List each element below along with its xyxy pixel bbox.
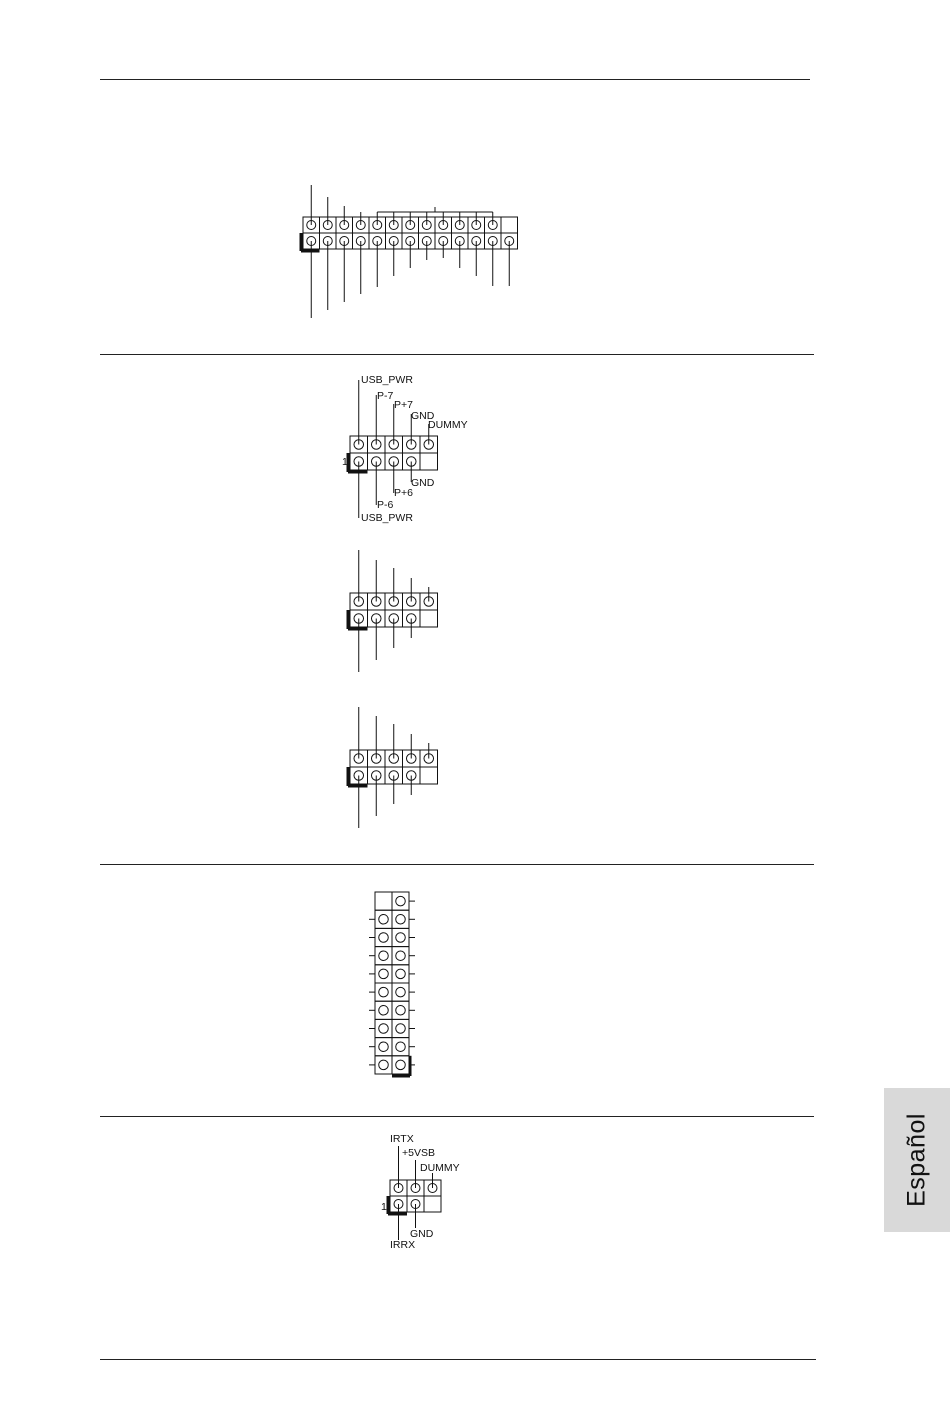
usb-bottom-label-4: USB_PWR <box>361 512 413 524</box>
ir-header-labels <box>381 1133 460 1251</box>
language-side-tab <box>884 1088 950 1232</box>
ir-top-label-3: DUMMY <box>420 1162 460 1174</box>
usb-bottom-label-3: P-6 <box>377 499 394 511</box>
ir-top-label-2: +5VSB <box>402 1147 435 1159</box>
usb-top-label-5: DUMMY <box>428 419 468 431</box>
usb-top-label-3: P+7 <box>394 399 413 411</box>
usb-pin1-label: 1 <box>342 456 348 468</box>
ir-bottom-label-1: GND <box>410 1228 434 1240</box>
ir-top-label-1: IRTX <box>390 1133 414 1145</box>
usb-bottom-label-1: GND <box>411 477 435 489</box>
usb-top-label-2: P-7 <box>377 390 394 402</box>
language-tab-label: Español <box>902 1113 931 1207</box>
ir-pin1-label: 1 <box>381 1201 387 1213</box>
usb-top-label-4: GND <box>411 410 435 422</box>
ir-bottom-label-2: IRRX <box>390 1239 416 1251</box>
usb-top-label-1: USB_PWR <box>361 374 413 386</box>
ir-pin-header <box>388 1146 441 1240</box>
usb-bottom-label-2: P+6 <box>394 487 413 499</box>
pin-cell <box>424 1196 441 1212</box>
